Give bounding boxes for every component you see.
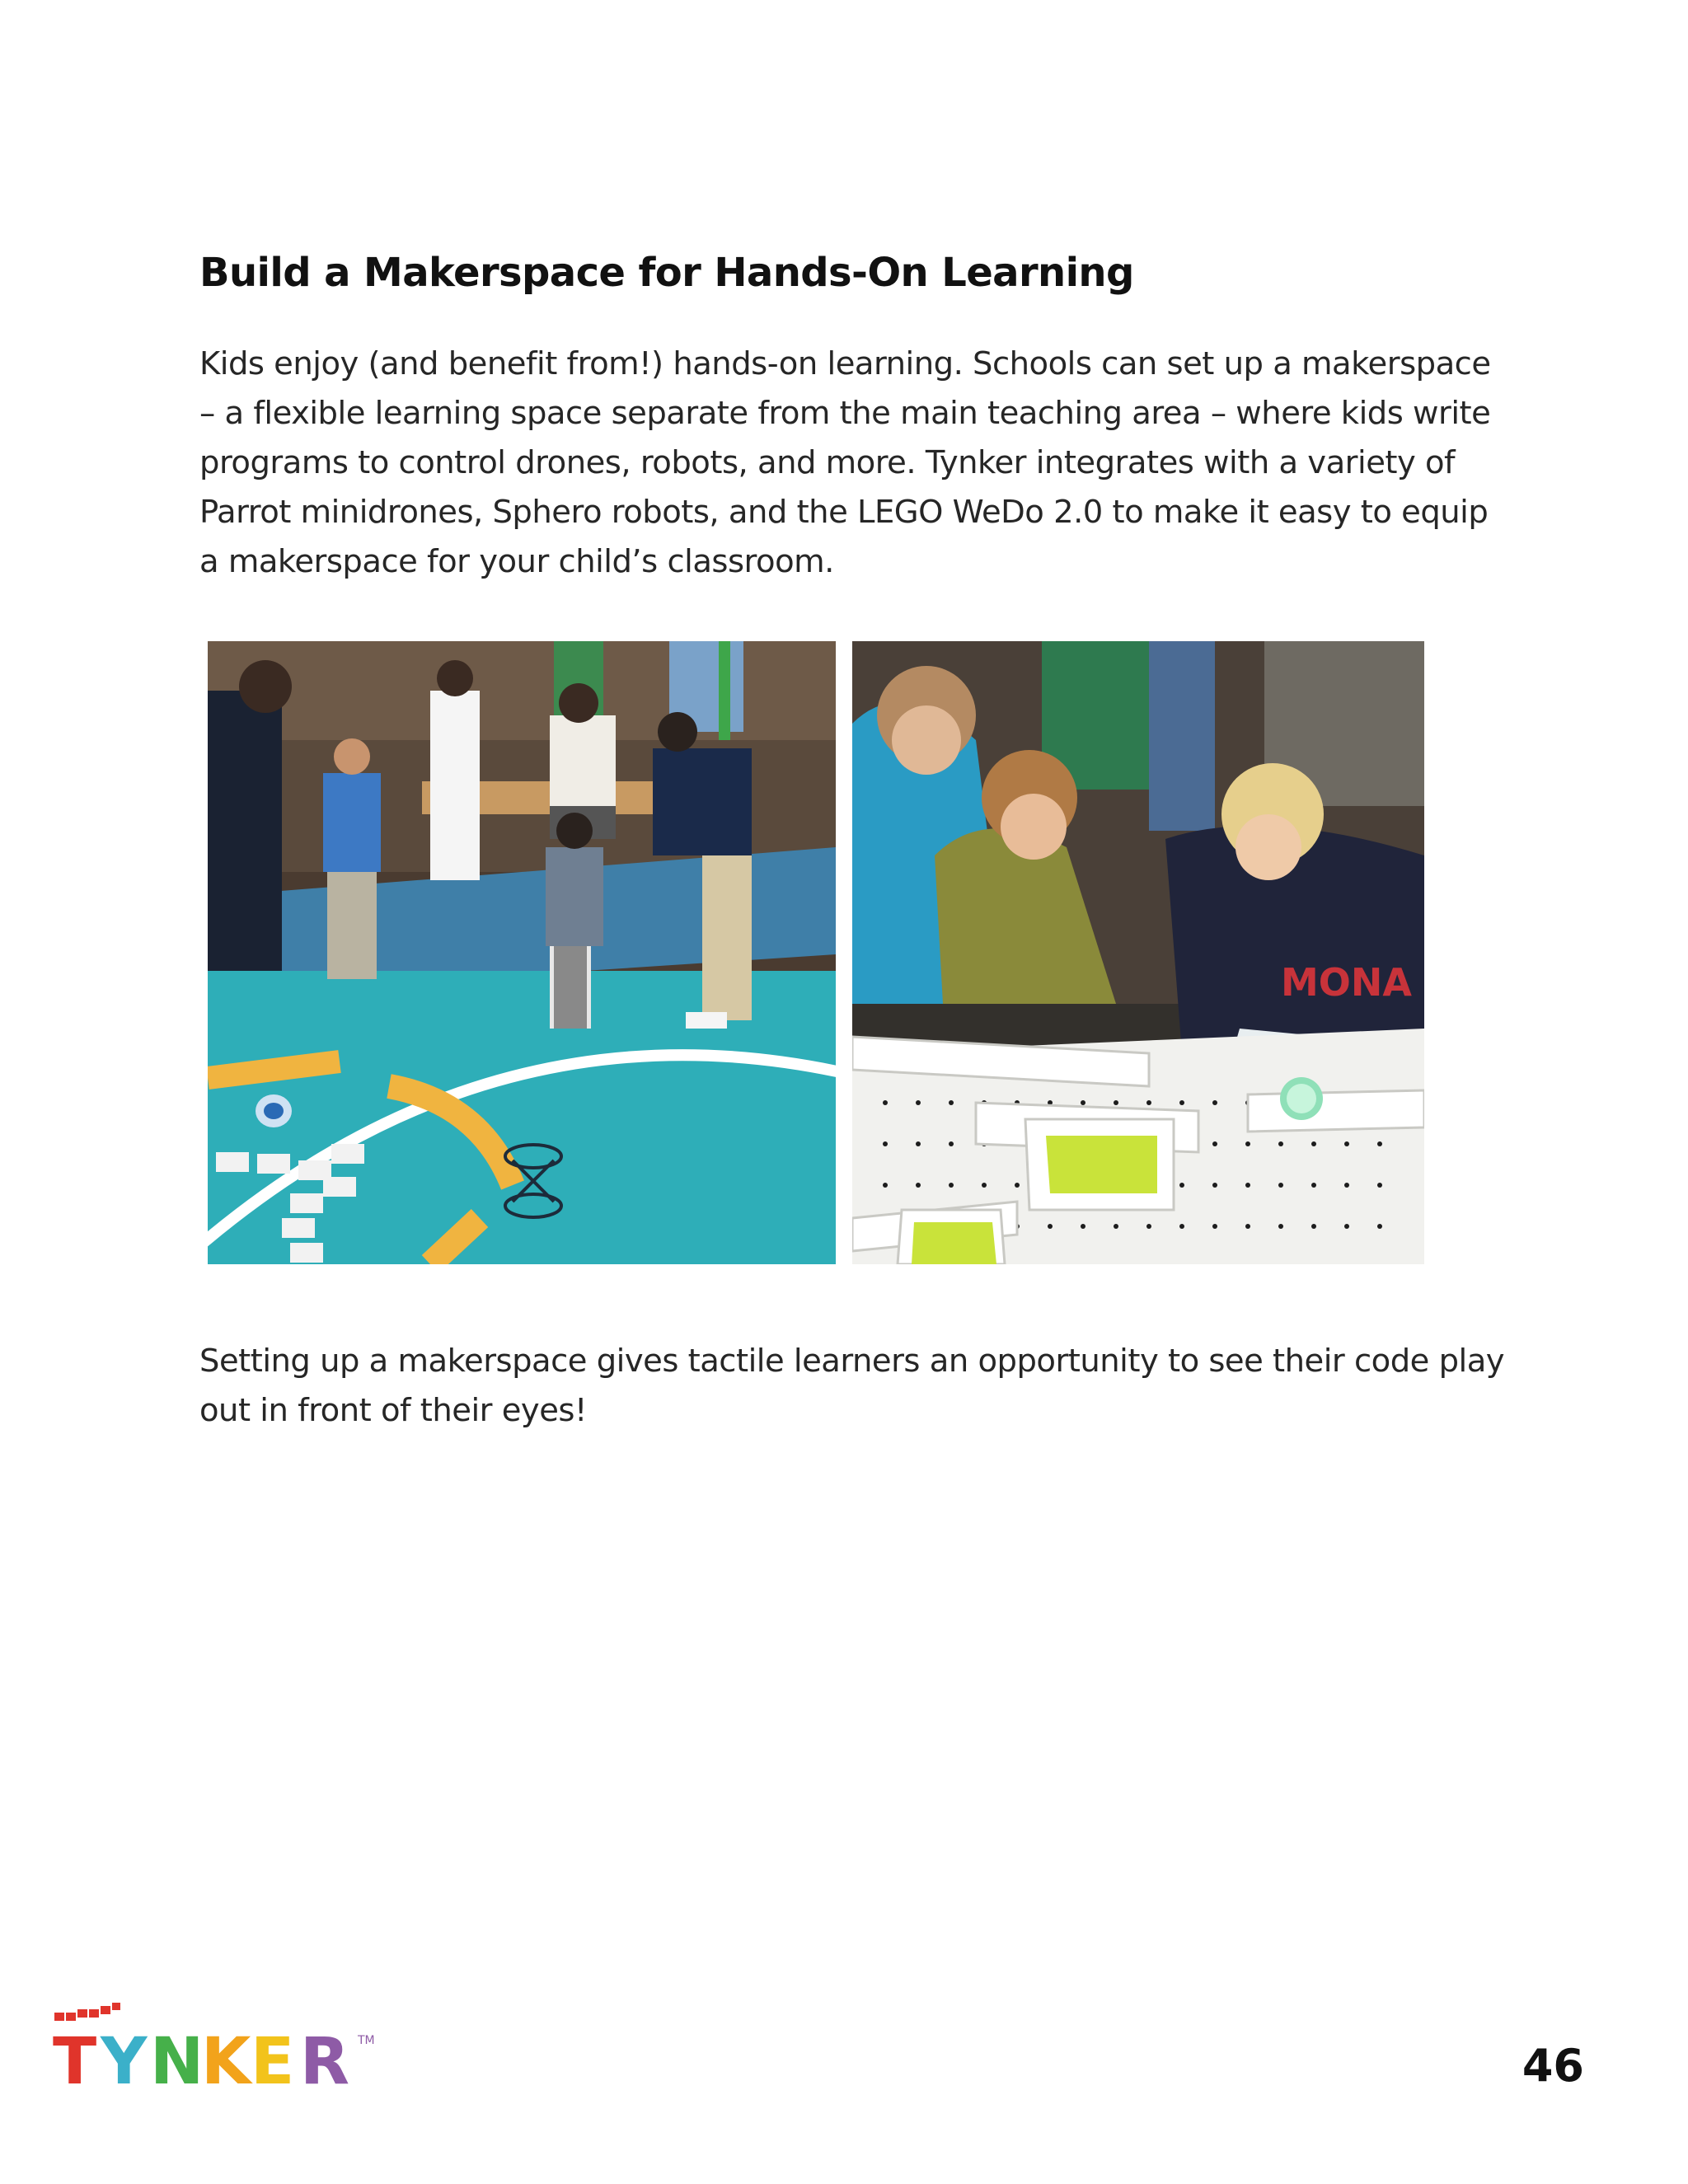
sphero-maze-photo	[852, 641, 1424, 1264]
shirt-text: MONA	[1281, 960, 1412, 1005]
page-number: 46	[1522, 2040, 1584, 2092]
logo-letter-r: R	[300, 2025, 350, 2092]
intro-paragraph	[199, 340, 1518, 587]
page-heading: Build a Makerspace for Hands-On Learning	[199, 250, 1134, 296]
intro-line: – a flexible learning space separate from the main teaching area – where kids write	[199, 395, 1491, 432]
logo-letter-e: E	[251, 2025, 295, 2092]
logo-letter-k: K	[201, 2025, 251, 2092]
sphero-maze-illustration	[852, 641, 1424, 1264]
drone-makerspace-photo	[208, 641, 836, 1264]
logo-letter-t: T	[53, 2025, 97, 2092]
intro-line: Parrot minidrones, Sphero robots, and the LEGO WeDo 2.0 to make it easy to equip	[199, 494, 1489, 531]
drone-makerspace-illustration	[208, 641, 836, 1264]
intro-line: a makerspace for your child’s classroom.	[199, 543, 834, 580]
closing-line: out in front of their eyes!	[199, 1392, 587, 1429]
intro-line: Kids enjoy (and benefit from!) hands-on learning. Schools can set up a makerspace	[199, 345, 1491, 382]
logo-trademark: TM	[358, 2034, 375, 2047]
closing-paragraph	[199, 1337, 1518, 1436]
logo-letter-n: N	[150, 2025, 204, 2092]
logo-letter-y: Y	[101, 2025, 148, 2092]
tynker-logo-mark	[53, 2001, 382, 2092]
intro-line: programs to control drones, robots, and more. Tynker integrates with a variety of	[199, 444, 1456, 481]
tynker-logo	[53, 2001, 382, 2092]
closing-line: Setting up a makerspace gives tactile learners an opportunity to see their code play	[199, 1343, 1505, 1380]
